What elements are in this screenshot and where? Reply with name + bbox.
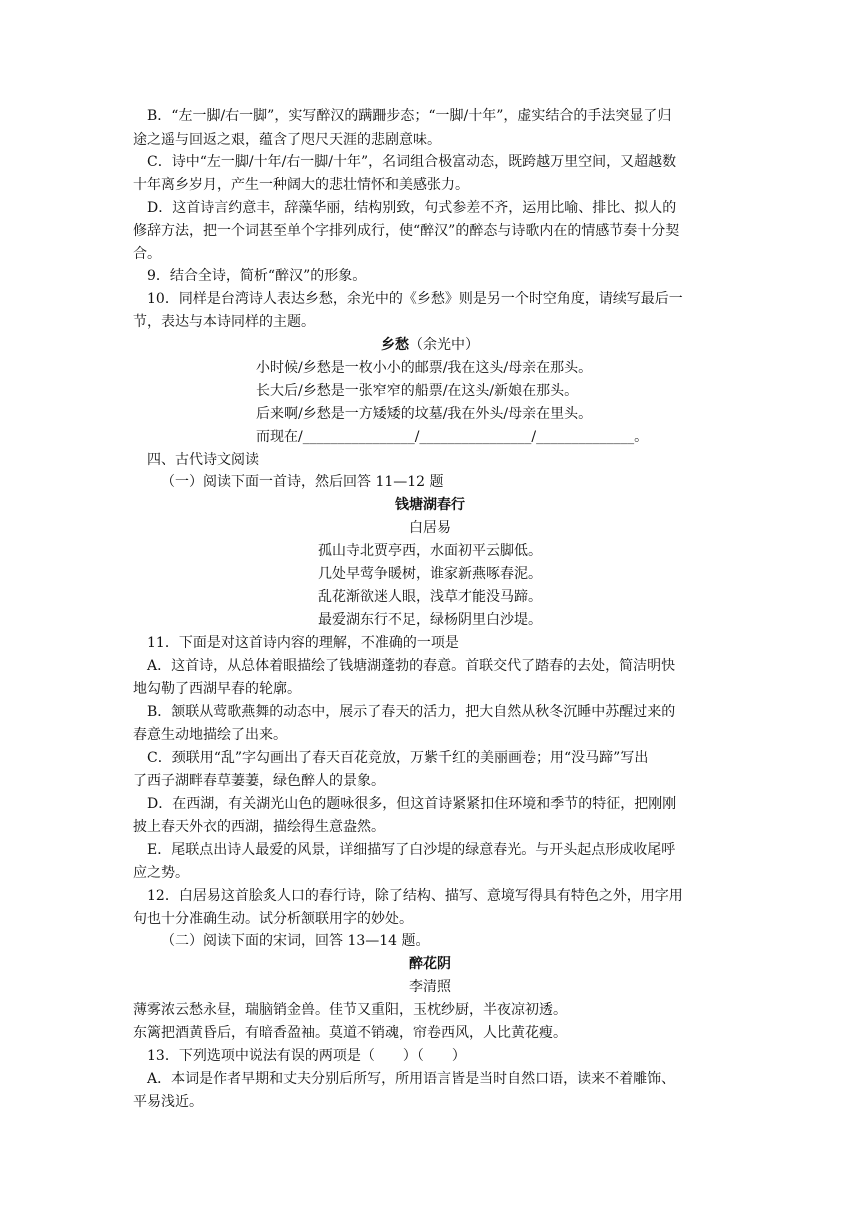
section-4-sub-1: （一）阅读下面一首诗，然后回答 11—12 题 (161, 474, 444, 490)
section-4-sub-2: （二）阅读下面的宋词，回答 13—14 题。 (161, 933, 430, 949)
poem-qiantang-title: 钱塘湖春行 (395, 497, 465, 513)
option-d-line-2: 修辞方法，把一个词甚至单个字排列成行，使“醉汉”的醉态与诗歌内在的情感节奏十分契 (133, 223, 680, 239)
poem-zuihuayin-author: 李清照 (409, 979, 451, 995)
q11-option-a-line-2: 地勾勒了西湖早春的轮廓。 (133, 681, 301, 697)
option-c-line-2: 十年离乡岁月，产生一种阔大的悲壮情怀和美感张力。 (133, 177, 469, 193)
poem-qiantang-line-1: 孤山寺北贾亭西，水面初平云脚低。 (318, 543, 542, 559)
q11-option-e-line-2: 应之势。 (133, 865, 189, 881)
q11-option-c-line-1: C．颈联用“乱”字勾画出了春天百花竞放，万紫千红的美丽画卷；用“没马蹄”写出 (147, 750, 649, 766)
poem-title: 乡愁 (381, 337, 409, 353)
q13-option-a-line-2: 平易浅近。 (133, 1094, 203, 1110)
option-b-line-2: 途之遥与回返之艰，蕴含了咫尺天涯的悲剧意味。 (133, 132, 441, 148)
option-d-line-1: D．这首诗言约意丰，辞藻华丽，结构别致，句式参差不齐，运用比喻、排比、拟人的 (147, 200, 677, 216)
question-11-stem: 11．下面是对这首诗内容的理解，不准确的一项是 (147, 635, 459, 651)
poem-xiangchou-line-3: 后来啊/乡愁是一方矮矮的坟墓/我在外头/母亲在里头。 (256, 406, 593, 422)
question-13-stem: 13．下列选项中说法有误的两项是（ ）（ ） (147, 1048, 466, 1064)
q11-option-b-line-1: B．颔联从莺歌燕舞的动态中，展示了春天的活力，把大自然从秋冬沉睡中苏醒过来的 (147, 704, 676, 720)
option-d-line-3: 合。 (133, 246, 161, 262)
question-10-line-1: 10．同样是台湾诗人表达乡愁，余光中的《乡愁》则是另一个时空角度，请续写最后一 (147, 291, 683, 307)
poem-qiantang-line-3: 乱花渐欲迷人眼，浅草才能没马蹄。 (318, 589, 542, 605)
option-c-line-1: C．诗中“左一脚/十年/右一脚/十年”，名词组合极富动态，既跨越万里空间，又超越数 (147, 154, 677, 170)
q11-option-b-line-2: 春意生动地描绘了出来。 (133, 727, 287, 743)
poem-xiangchou-line-4-blank: 而现在/________________/________________/______________。 (256, 429, 649, 445)
option-b-line-1: B．“左一脚/右一脚”，实写醉汉的蹒跚步态；“一脚/十年”，虚实结合的手法突显了归 (147, 108, 672, 124)
poem-zuihuayin-line-1: 薄雾浓云愁永昼，瑞脑销金兽。佳节又重阳，玉枕纱厨，半夜凉初透。 (133, 1002, 567, 1018)
poem-xiangchou-line-1: 小时候/乡愁是一枚小小的邮票/我在这头/母亲在那头。 (256, 360, 593, 376)
poem-xiangchou-line-2: 长大后/乡愁是一张窄窄的船票/在这头/新娘在那头。 (256, 383, 579, 399)
question-12-line-1: 12．白居易这首脍炙人口的春行诗，除了结构、描写、意境写得具有特色之外，用字用 (147, 888, 683, 904)
q11-option-a-line-1: A．这首诗，从总体着眼描绘了钱塘湖蓬勃的春意。首联交代了踏春的去处，简洁明快 (147, 658, 676, 674)
poem-xiangchou-heading (0, 333, 860, 357)
q11-option-e-line-1: E．尾联点出诗人最爱的风景，详细描写了白沙堤的绿意春光。与开头起点形成收尾呼 (147, 842, 676, 858)
q11-option-d-line-1: D．在西湖，有关湖光山色的题咏很多，但这首诗紧紧扣住环境和季节的特征，把刚刚 (147, 796, 677, 812)
section-4-heading: 四、古代诗文阅读 (147, 452, 259, 468)
poem-zuihuayin-line-2: 东篱把酒黄昏后，有暗香盈袖。莫道不销魂，帘卷西风，人比黄花瘦。 (133, 1025, 567, 1041)
poem-zuihuayin-title: 醉花阴 (409, 956, 451, 972)
question-10-line-2: 节，表达与本诗同样的主题。 (133, 314, 315, 330)
poem-qiantang-line-4: 最爱湖东行不足，绿杨阴里白沙堤。 (318, 612, 542, 628)
poem-qiantang-line-2: 几处早莺争暖树，谁家新燕啄春泥。 (318, 566, 542, 582)
poem-author: （余光中） (409, 337, 479, 353)
q13-option-a-line-1: A．本词是作者早期和丈夫分别后所写，所用语言皆是当时自然口语，读来不着雕饰、 (147, 1071, 676, 1087)
question-12-line-2: 句也十分准确生动。试分析颔联用字的妙处。 (133, 911, 413, 927)
q11-option-d-line-2: 披上春天外衣的西湖，描绘得生意盎然。 (133, 819, 385, 835)
question-9: 9．结合全诗，简析“醉汉”的形象。 (147, 268, 367, 284)
poem-qiantang-author: 白居易 (409, 520, 451, 536)
q11-option-c-line-2: 了西子湖畔春草萋萋，绿色醉人的景象。 (133, 773, 385, 789)
